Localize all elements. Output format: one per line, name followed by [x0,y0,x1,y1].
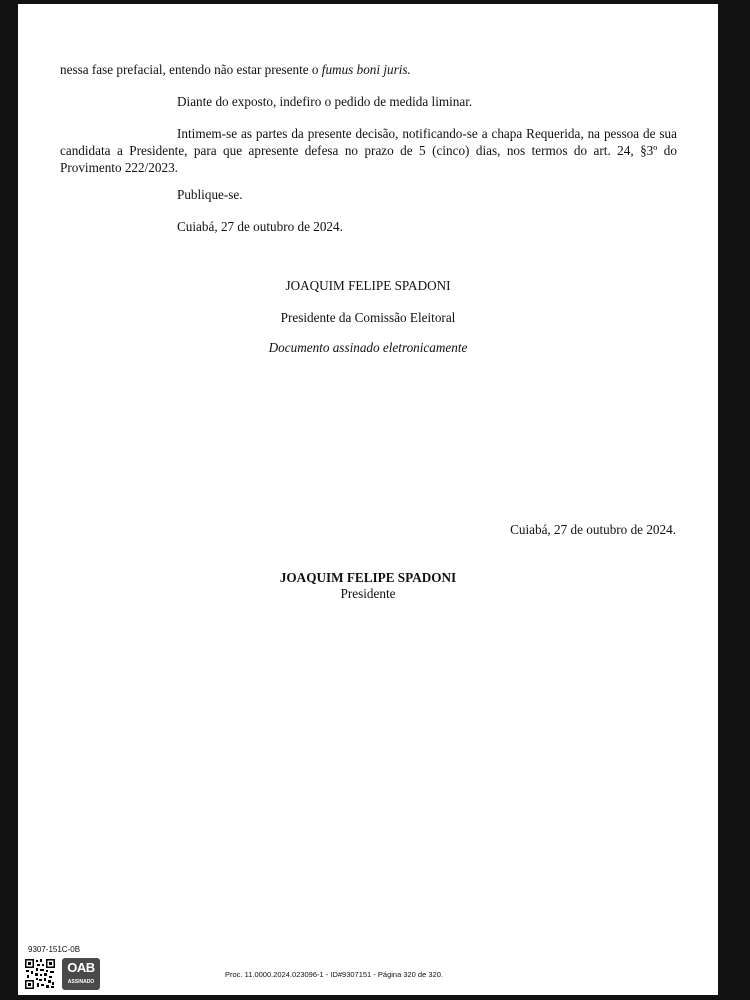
body-paragraph-2: Diante do exposto, indefiro o pedido de medida liminar. [177,94,473,109]
signature-1-note-text: Documento assinado eletronicamente [268,340,468,355]
footer-process-info: Proc. 11.0000.2024.023096-1 - ID#9307151 - Página 320 de 320. [225,970,443,979]
body-paragraph-3 [60,125,677,176]
signature-1-name: JOAQUIM FELIPE SPADONI [285,278,451,293]
body-line-1 [60,61,411,78]
body-line-1-italic: fumus boni juris. [321,62,411,77]
body-paragraph-3-text: Intimem-se as partes da presente decisão, notificando-se a chapa Requerida, na pessoa de sua candidata a Presidente, para que apresente defesa no prazo de 5 (cinco) dias, nos termos do art. 24, §3º do Provimento 222/2023. [60,126,677,175]
closing-date: Cuiabá, 27 de outubro de 2024. [510,522,676,537]
oab-signed-badge-icon [62,958,100,990]
document-page [18,4,718,995]
qr-code-icon [24,958,56,990]
badge-label: ASSINADO [67,979,95,985]
footer-code: 9307-151C-0B [28,945,81,954]
signature-2-name: JOAQUIM FELIPE SPADONI [279,570,457,585]
signature-1-role: Presidente da Comissão Eleitoral [280,310,456,325]
signature-1-note [18,339,718,356]
signature-2-role: Presidente [340,586,396,601]
body-line-1-text: nessa fase prefacial, entendo não estar presente o [60,62,322,77]
body-date: Cuiabá, 27 de outubro de 2024. [177,219,343,234]
body-paragraph-4: Publique-se. [177,187,243,202]
badge-logo: OAB [67,960,95,975]
